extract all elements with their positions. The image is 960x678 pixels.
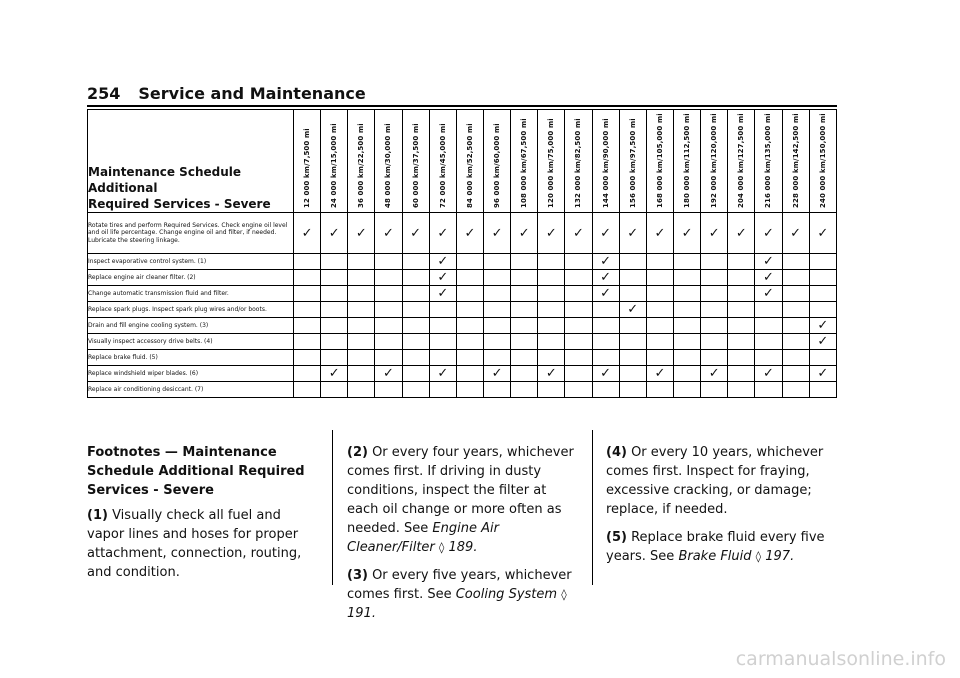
header-rule (87, 105, 837, 107)
empty-cell (782, 350, 809, 366)
empty-cell (809, 254, 836, 270)
empty-cell (673, 366, 700, 382)
interval-label: 72 000 km/45,000 mi (438, 123, 447, 208)
check-mark-icon: ✓ (701, 213, 728, 254)
empty-cell (565, 350, 592, 366)
check-mark-icon: ✓ (755, 286, 782, 302)
empty-cell (728, 302, 755, 318)
empty-cell (483, 302, 510, 318)
footnote-5: (5) Replace brake fluid every five years. See Brake Fluid ◊ 197. (606, 530, 825, 564)
empty-cell (755, 318, 782, 334)
empty-cell (701, 318, 728, 334)
empty-cell (321, 334, 348, 350)
empty-cell (348, 254, 375, 270)
check-mark-icon: ✓ (592, 286, 619, 302)
empty-cell (755, 302, 782, 318)
check-mark-icon: ✓ (429, 254, 456, 270)
empty-cell (592, 382, 619, 398)
check-mark-icon: ✓ (429, 270, 456, 286)
empty-cell (321, 270, 348, 286)
empty-cell (456, 350, 483, 366)
page-number: 254 (87, 84, 121, 103)
service-description: Visually inspect accessory drive belts. (4) (88, 334, 294, 350)
empty-cell (348, 318, 375, 334)
service-description: Replace engine air cleaner filter. (2) (88, 270, 294, 286)
empty-cell (402, 254, 429, 270)
empty-cell (728, 350, 755, 366)
empty-cell (483, 318, 510, 334)
interval-header (511, 110, 538, 213)
empty-cell (728, 382, 755, 398)
check-mark-icon: ✓ (348, 213, 375, 254)
check-mark-icon: ✓ (456, 213, 483, 254)
page-link[interactable]: 189 (448, 540, 474, 555)
empty-cell (646, 350, 673, 366)
empty-cell (728, 318, 755, 334)
empty-cell (348, 334, 375, 350)
table-row (88, 213, 837, 254)
empty-cell (701, 254, 728, 270)
interval-label: 180 000 km/112,500 mi (683, 113, 692, 208)
check-mark-icon: ✓ (565, 213, 592, 254)
watermark: carmanualsonline.info (735, 648, 946, 670)
empty-cell (592, 302, 619, 318)
empty-cell (728, 334, 755, 350)
empty-cell (456, 302, 483, 318)
empty-cell (511, 318, 538, 334)
empty-cell (375, 382, 402, 398)
table-row (88, 254, 837, 270)
empty-cell (592, 334, 619, 350)
interval-header (321, 110, 348, 213)
interval-label: 60 000 km/37,500 mi (411, 123, 420, 208)
interval-label: 24 000 km/15,000 mi (330, 123, 339, 208)
check-mark-icon: ✓ (592, 366, 619, 382)
interval-label: 240 000 km/150,000 mi (818, 113, 827, 208)
interval-label: 216 000 km/135,000 mi (764, 113, 773, 208)
interval-header (294, 110, 321, 213)
empty-cell (348, 382, 375, 398)
check-mark-icon: ✓ (809, 334, 836, 350)
interval-label: 36 000 km/22,500 mi (357, 123, 366, 208)
empty-cell (619, 366, 646, 382)
interval-header (348, 110, 375, 213)
empty-cell (456, 254, 483, 270)
empty-cell (375, 302, 402, 318)
empty-cell (809, 350, 836, 366)
empty-cell (511, 254, 538, 270)
empty-cell (483, 334, 510, 350)
empty-cell (538, 350, 565, 366)
empty-cell (294, 366, 321, 382)
empty-cell (483, 350, 510, 366)
empty-cell (619, 334, 646, 350)
empty-cell (538, 302, 565, 318)
empty-cell (565, 270, 592, 286)
empty-cell (673, 318, 700, 334)
service-description: Inspect evaporative control system. (1) (88, 254, 294, 270)
empty-cell (809, 270, 836, 286)
empty-cell (646, 382, 673, 398)
service-description: Replace spark plugs. Inspect spark plug wires and/or boots. (88, 302, 294, 318)
check-mark-icon: ✓ (809, 213, 836, 254)
table-row (88, 350, 837, 366)
table-header-row (88, 110, 837, 213)
empty-cell (483, 286, 510, 302)
empty-cell (619, 350, 646, 366)
interval-label: 132 000 km/82,500 mi (574, 118, 583, 208)
check-mark-icon: ✓ (809, 366, 836, 382)
service-description: Replace air conditioning desiccant. (7) (88, 382, 294, 398)
interval-header (673, 110, 700, 213)
table-row (88, 302, 837, 318)
interval-label: 228 000 km/142,500 mi (791, 113, 800, 208)
check-mark-icon: ✓ (646, 213, 673, 254)
footnotes-title: Footnotes — Maintenance Schedule Additional Required Services - Severe (87, 445, 305, 498)
empty-cell (565, 302, 592, 318)
empty-cell (321, 350, 348, 366)
empty-cell (483, 270, 510, 286)
page-ref-icon: ◊ (755, 550, 762, 563)
check-mark-icon: ✓ (538, 213, 565, 254)
check-mark-icon: ✓ (755, 213, 782, 254)
empty-cell (592, 350, 619, 366)
empty-cell (673, 254, 700, 270)
empty-cell (646, 254, 673, 270)
service-description: Replace brake fluid. (5) (88, 350, 294, 366)
empty-cell (619, 286, 646, 302)
empty-cell (511, 334, 538, 350)
empty-cell (402, 366, 429, 382)
empty-cell (456, 318, 483, 334)
table-row (88, 334, 837, 350)
interval-header (619, 110, 646, 213)
service-description: Drain and fill engine cooling system. (3) (88, 318, 294, 334)
empty-cell (375, 334, 402, 350)
empty-cell (619, 254, 646, 270)
empty-cell (375, 318, 402, 334)
interval-header (483, 110, 510, 213)
check-mark-icon: ✓ (321, 213, 348, 254)
page-link[interactable]: 191 (347, 606, 372, 621)
service-description: Replace windshield wiper blades. (6) (88, 366, 294, 382)
footnote-column-3 (606, 443, 838, 575)
empty-cell (375, 350, 402, 366)
empty-cell (375, 286, 402, 302)
empty-cell (456, 286, 483, 302)
check-mark-icon: ✓ (701, 366, 728, 382)
empty-cell (592, 318, 619, 334)
empty-cell (782, 366, 809, 382)
check-mark-icon: ✓ (321, 366, 348, 382)
empty-cell (402, 318, 429, 334)
empty-cell (782, 286, 809, 302)
empty-cell (375, 254, 402, 270)
empty-cell (511, 382, 538, 398)
interval-header (565, 110, 592, 213)
interval-header (809, 110, 836, 213)
empty-cell (538, 286, 565, 302)
service-description: Change automatic transmission fluid and filter. (88, 286, 294, 302)
empty-cell (701, 302, 728, 318)
empty-cell (673, 382, 700, 398)
empty-cell (321, 382, 348, 398)
table-title: Maintenance Schedule Additional Required Services - Severe (88, 110, 294, 213)
empty-cell (782, 318, 809, 334)
empty-cell (673, 302, 700, 318)
footnote-column-2 (347, 443, 579, 632)
empty-cell (538, 270, 565, 286)
page-ref-icon: ◊ (438, 541, 445, 554)
empty-cell (646, 318, 673, 334)
interval-label: 108 000 km/67,500 mi (520, 118, 529, 208)
interval-header (375, 110, 402, 213)
interval-header (429, 110, 456, 213)
empty-cell (321, 318, 348, 334)
interval-header (701, 110, 728, 213)
empty-cell (646, 286, 673, 302)
page-ref-icon: ◊ (561, 588, 567, 601)
empty-cell (348, 270, 375, 286)
check-mark-icon: ✓ (755, 270, 782, 286)
empty-cell (646, 302, 673, 318)
check-mark-icon: ✓ (538, 366, 565, 382)
empty-cell (402, 270, 429, 286)
empty-cell (646, 270, 673, 286)
empty-cell (402, 334, 429, 350)
empty-cell (782, 270, 809, 286)
empty-cell (728, 254, 755, 270)
empty-cell (701, 382, 728, 398)
empty-cell (673, 334, 700, 350)
empty-cell (321, 302, 348, 318)
empty-cell (511, 270, 538, 286)
empty-cell (348, 350, 375, 366)
maintenance-schedule-table (87, 109, 837, 398)
empty-cell (728, 366, 755, 382)
check-mark-icon: ✓ (402, 213, 429, 254)
empty-cell (456, 334, 483, 350)
empty-cell (538, 254, 565, 270)
check-mark-icon: ✓ (619, 213, 646, 254)
empty-cell (348, 366, 375, 382)
empty-cell (673, 270, 700, 286)
empty-cell (782, 254, 809, 270)
empty-cell (565, 318, 592, 334)
interval-header (402, 110, 429, 213)
empty-cell (321, 254, 348, 270)
empty-cell (429, 382, 456, 398)
empty-cell (348, 286, 375, 302)
check-mark-icon: ✓ (592, 270, 619, 286)
empty-cell (728, 270, 755, 286)
footnote-3: (3) Or every five years, whichever comes first. See Cooling System ◊ 191. (347, 568, 572, 621)
footnote-4: (4) Or every 10 years, whichever comes first. Inspect for fraying, excessive cracking, or damage; replace, if needed. (606, 445, 824, 517)
empty-cell (565, 382, 592, 398)
check-mark-icon: ✓ (755, 366, 782, 382)
service-description: Rotate tires and perform Required Services. Check engine oil level and oil life percentage. Change engine oil and filter, if needed. Lubricate the steering linkage. (88, 213, 294, 254)
empty-cell (294, 254, 321, 270)
interval-label: 12 000 km/7,500 mi (303, 128, 312, 208)
interval-header (728, 110, 755, 213)
empty-cell (728, 286, 755, 302)
check-mark-icon: ✓ (429, 286, 456, 302)
empty-cell (646, 334, 673, 350)
empty-cell (782, 334, 809, 350)
section-title: Service and Maintenance (138, 84, 366, 103)
empty-cell (565, 366, 592, 382)
check-mark-icon: ✓ (782, 213, 809, 254)
empty-cell (456, 366, 483, 382)
page-link[interactable]: 197 (765, 549, 791, 564)
empty-cell (348, 302, 375, 318)
interval-label: 168 000 km/105,000 mi (655, 113, 664, 208)
empty-cell (809, 382, 836, 398)
interval-header (755, 110, 782, 213)
empty-cell (538, 382, 565, 398)
column-divider (592, 430, 593, 585)
check-mark-icon: ✓ (646, 366, 673, 382)
interval-label: 156 000 km/97,500 mi (628, 118, 637, 208)
empty-cell (402, 382, 429, 398)
interval-label: 84 000 km/52,500 mi (465, 123, 474, 208)
empty-cell (701, 286, 728, 302)
check-mark-icon: ✓ (728, 213, 755, 254)
empty-cell (429, 302, 456, 318)
interval-label: 96 000 km/60,000 mi (493, 123, 502, 208)
empty-cell (456, 382, 483, 398)
footnote-column-1 (87, 443, 319, 591)
empty-cell (673, 286, 700, 302)
empty-cell (701, 334, 728, 350)
empty-cell (294, 318, 321, 334)
empty-cell (701, 270, 728, 286)
table-row (88, 366, 837, 382)
empty-cell (782, 302, 809, 318)
interval-label: 48 000 km/30,000 mi (384, 123, 393, 208)
ref-link[interactable]: Engine Air Cleaner/Filter (347, 521, 499, 555)
table-row (88, 286, 837, 302)
empty-cell (483, 382, 510, 398)
empty-cell (294, 302, 321, 318)
empty-cell (782, 382, 809, 398)
empty-cell (294, 382, 321, 398)
footnote-1: (1) Visually check all fuel and vapor lines and hoses for proper attachment, connection, routing, and condition. (87, 508, 302, 580)
empty-cell (511, 302, 538, 318)
check-mark-icon: ✓ (755, 254, 782, 270)
empty-cell (619, 382, 646, 398)
empty-cell (402, 302, 429, 318)
check-mark-icon: ✓ (592, 213, 619, 254)
empty-cell (755, 334, 782, 350)
empty-cell (294, 334, 321, 350)
check-mark-icon: ✓ (673, 213, 700, 254)
empty-cell (619, 318, 646, 334)
empty-cell (429, 334, 456, 350)
table-row (88, 382, 837, 398)
footnote-2: (2) Or every four years, whichever comes first. If driving in dusty conditions, inspect the filter at each oil change or more often as needed. See Engine Air Cleaner/Filter ◊ 189. (347, 445, 574, 555)
check-mark-icon: ✓ (483, 213, 510, 254)
empty-cell (511, 366, 538, 382)
empty-cell (294, 270, 321, 286)
check-mark-icon: ✓ (809, 318, 836, 334)
check-mark-icon: ✓ (429, 213, 456, 254)
empty-cell (483, 254, 510, 270)
empty-cell (321, 286, 348, 302)
check-mark-icon: ✓ (375, 213, 402, 254)
check-mark-icon: ✓ (483, 366, 510, 382)
interval-header (646, 110, 673, 213)
empty-cell (673, 350, 700, 366)
empty-cell (755, 382, 782, 398)
empty-cell (429, 318, 456, 334)
interval-label: 144 000 km/90,000 mi (601, 118, 610, 208)
empty-cell (511, 286, 538, 302)
empty-cell (511, 350, 538, 366)
check-mark-icon: ✓ (294, 213, 321, 254)
empty-cell (809, 286, 836, 302)
empty-cell (294, 350, 321, 366)
check-mark-icon: ✓ (429, 366, 456, 382)
check-mark-icon: ✓ (375, 366, 402, 382)
empty-cell (375, 270, 402, 286)
table-row (88, 270, 837, 286)
interval-label: 192 000 km/120,000 mi (710, 113, 719, 208)
empty-cell (402, 286, 429, 302)
check-mark-icon: ✓ (511, 213, 538, 254)
empty-cell (565, 286, 592, 302)
empty-cell (429, 350, 456, 366)
ref-link[interactable]: Cooling System (455, 587, 558, 602)
empty-cell (456, 270, 483, 286)
page-header (87, 84, 837, 103)
empty-cell (809, 302, 836, 318)
empty-cell (538, 318, 565, 334)
column-divider (332, 430, 333, 585)
empty-cell (565, 254, 592, 270)
interval-label: 120 000 km/75,000 mi (547, 118, 556, 208)
interval-header (592, 110, 619, 213)
empty-cell (565, 334, 592, 350)
empty-cell (294, 286, 321, 302)
check-mark-icon: ✓ (592, 254, 619, 270)
check-mark-icon: ✓ (619, 302, 646, 318)
interval-header (538, 110, 565, 213)
interval-header (782, 110, 809, 213)
empty-cell (402, 350, 429, 366)
ref-link[interactable]: Brake Fluid (678, 549, 752, 564)
interval-label: 204 000 km/127,500 mi (737, 113, 746, 208)
empty-cell (701, 350, 728, 366)
empty-cell (619, 270, 646, 286)
interval-header (456, 110, 483, 213)
empty-cell (538, 334, 565, 350)
empty-cell (755, 350, 782, 366)
table-row (88, 318, 837, 334)
